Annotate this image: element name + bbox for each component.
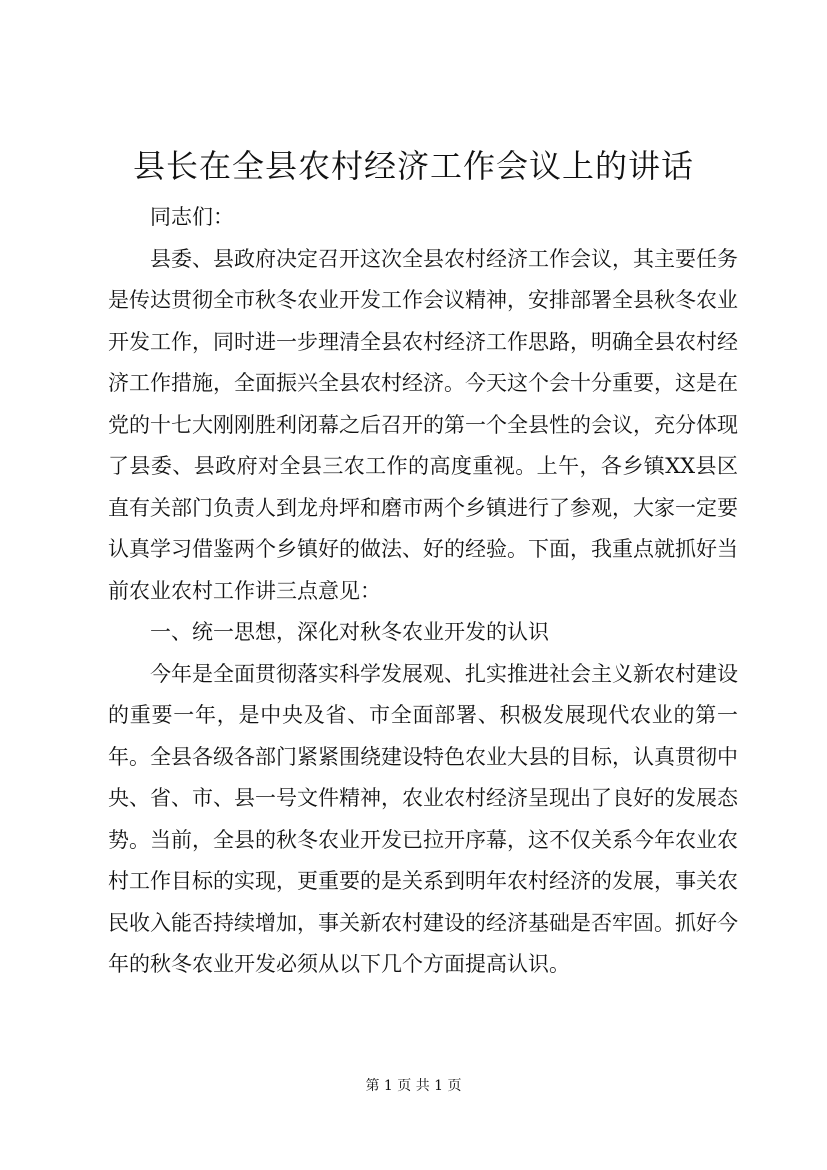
document-title: 县长在全县农村经济工作会议上的讲话 <box>132 147 694 185</box>
paragraph-intro: 县委、县政府决定召开这次全县农村经济工作会议，其主要任务是传达贯彻全市秋冬农业开发工作会议精神，安排部署全县秋冬农业开发工作，同时进一步理清全县农村经济工作思路，明确全县农村经济工作措施，全面振兴全县农村经济。今天这个会十分重要，这是在党的十七大刚刚胜利闭幕之后召开的第一个全县性的会议，充分体现了县委、县政府对全县三农工作的高度重视。上午，各乡镇XX县区直有关部门负责人到龙舟坪和磨市两个乡镇进行了参观，大家一定要认真学习借鉴两个乡镇好的做法、好的经验。下面，我重点就抓好当前农业农村工作讲三点意见： <box>108 246 738 603</box>
section-heading-1: 一、统一思想，深化对秋冬农业开发的认识 <box>150 620 549 644</box>
paragraph-section-1: 今年是全面贯彻落实科学发展观、扎实推进社会主义新农村建设的重要一年，是中央及省、市全面部署、积极发展现代农业的第一年。全县各级各部门紧紧围绕建设特色农业大县的目标，认真贯彻中央、省、市、县一号文件精神，农业农村经济呈现出了良好的发展态势。当前，全县的秋冬农业开发已拉开序幕，这不仅关系今年农业农村工作目标的实现，更重要的是关系到明年农村经济的发展，事关农民收入能否持续增加，事关新农村建设的经济基础是否牢固。抓好今年的秋冬农业开发必须从以下几个方面提高认识。 <box>108 661 738 976</box>
document-body <box>108 197 738 986</box>
salutation: 同志们： <box>150 205 234 229</box>
page-footer: 第 1 页 共 1 页 <box>365 1078 462 1094</box>
